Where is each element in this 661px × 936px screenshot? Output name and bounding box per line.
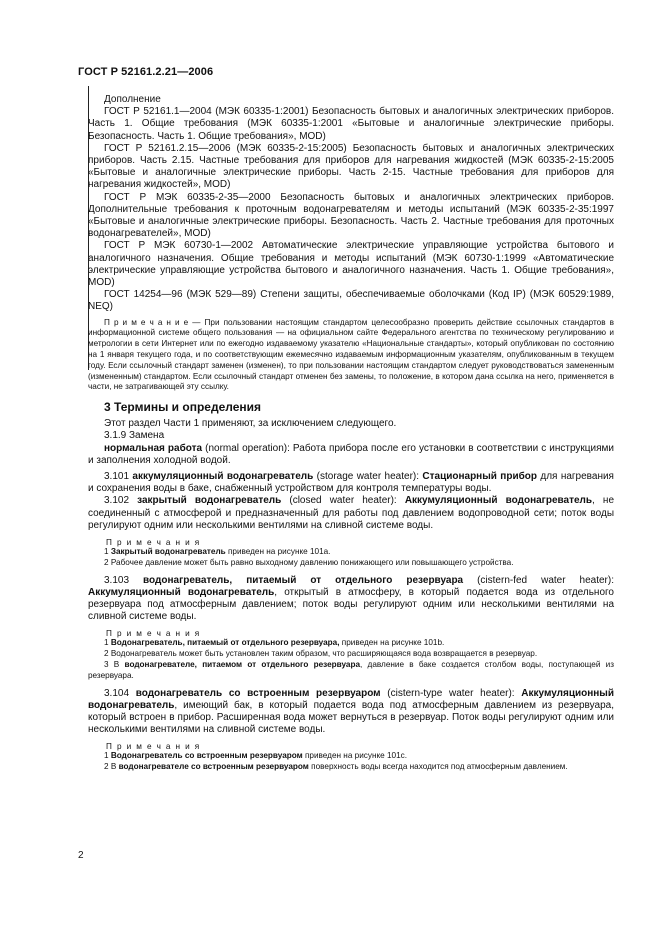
section-3-heading: 3 Термины и определения bbox=[104, 400, 262, 415]
note-3-104-1: 1 Водонагреватель со встроенным резервуаром приведен на рисунке 101с. bbox=[104, 751, 408, 761]
addendum-ref-5: ГОСТ 14254—96 (МЭК 529—89) Степени защиты, обеспечиваемые оболочками (Код IP) (МЭК 60529:1989, NEQ) bbox=[88, 289, 614, 313]
section-3-intro: Этот раздел Части 1 применяют, за исключением следующего. bbox=[104, 418, 397, 430]
term-3-102: 3.102 закрытый водонагреватель (closed water heater): Аккумуляционный водонагреватель, не соединенный с атмосферой и предназначенный для работы под давлением водопроводной сети; поток воды регулируют одним или несколькими вентилями на сливной системе воды. bbox=[88, 495, 615, 531]
note-3-104-2: 2 В водонагревателе со встроенным резервуаром поверхность воды всегда находится под атмосферным давлением. bbox=[104, 762, 568, 772]
notes-3-103-label: П р и м е ч а н и я bbox=[106, 629, 201, 639]
note-3-103-2: 2 Водонагреватель может быть установлен таким образом, что расширяющаяся вода возвращается в резервуар. bbox=[104, 649, 538, 659]
item-3-1-9: 3.1.9 Замена bbox=[104, 430, 165, 442]
note-3-103-3: 3 В водонагревателе, питаемом от отдельного резервуара, давление в баке создается столбом воды, поступающей из резервуара. bbox=[88, 660, 614, 680]
term-3-104: 3.104 водонагреватель со встроенным резервуаром (cistern-type water heater): Аккумуляционный водонагреватель, имеющий бак, в который подается вода под атмосферным давлением из резервуара, который встроен в прибор. Расширенная вода может вернуться в резервуар. Поток воды регулируют одним или несколькими вентилями на сливной системе воды. bbox=[88, 687, 614, 736]
page-number: 2 bbox=[78, 850, 84, 861]
addendum-ref-3: ГОСТ Р МЭК 60335-2-35—2000 Безопасность бытовых и аналогичных электрических приборов. Дополнительные требования к проточным водонагревателям и методы испытаний (МЭК 60335-2-35:1997 «Бытовые и аналогичные электрические приборы. Безопасность. Часть 2. Частные требования для проточных водонагревателей», MOD) bbox=[88, 191, 614, 240]
term-3-101: 3.101 аккумуляционный водонагреватель (storage water heater): Стационарный прибор для нагревания и сохранения воды в баке, снабженный устройством для контроля температуры воды. bbox=[88, 471, 614, 495]
addendum-ref-1: ГОСТ Р 52161.1—2004 (МЭК 60335-1:2001) Безопасность бытовых и аналогичных электрических приборов. Часть 1. Общие требования (МЭК 60335-1:2001 «Бытовые и аналогичные электрические приборы. Безопасность. Часть 1. Общие требования», MOD) bbox=[88, 106, 614, 142]
notes-3-104-label: П р и м е ч а н и я bbox=[106, 742, 201, 752]
term-3-103: 3.103 водонагреватель, питаемый от отдельного резервуара (cistern-fed water heater): Аккумуляционный водонагреватель, открытый в атмосферу, в который подается вода из отдельного резервуара под атмосферным давлением; поток воды регулируют одним или несколькими вентилями на сливной системе воды. bbox=[88, 574, 614, 623]
page-content bbox=[88, 94, 614, 773]
note-3-102-2: 2 Рабочее давление может быть равно выходному давлению понижающего или повышающего устройства. bbox=[104, 557, 514, 567]
addendum-title: Дополнение bbox=[104, 94, 161, 105]
addendum-ref-2: ГОСТ Р 52161.2.15—2006 (МЭК 60335-2-15:2005) Безопасность бытовых и аналогичных электрических приборов. Часть 2.15. Частные требования для приборов для нагревания жидкостей (МЭК 60335-2-15:2005 «Бытовые и аналогичные электрические приборы. Часть 2-15. Частные требования для приборов для нагревания жидкостей», MOD) bbox=[88, 142, 614, 191]
notes-3-102-label: П р и м е ч а н и я bbox=[106, 538, 201, 548]
note-3-102-1: 1 Закрытый водонагреватель приведен на рисунке 101а. bbox=[104, 547, 331, 557]
term-normal-operation: нормальная работа (normal operation): Работа прибора после его установки в соответствии с инструкциями и заполнения холодной водой. bbox=[88, 442, 614, 466]
document-header: ГОСТ Р 52161.2.21—2006 bbox=[78, 66, 214, 78]
addendum-note-label: П р и м е ч а н и е bbox=[104, 317, 189, 327]
addendum-note bbox=[88, 318, 614, 394]
note-3-103-1: 1 Водонагреватель, питаемый от отдельного резервуара, приведен на рисунке 101b. bbox=[104, 638, 445, 648]
addendum-note-text: — При пользовании настоящим стандартом целесообразно проверить действие ссылочных стандартов в информационной системе общего пользования — на официальном сайте Федерального агентства по техническому регулированию и метрологии в сети Интернет или по ежегодно издаваемому указателю «Национальные стандарты», который опубликован по состоянию на 1 января текущего года, и по соответствующим ежемесячно издаваемым информационным указателям, опубликованным в текущем году. Если ссылочный стандарт заменен (изменен), то при пользовании настоящим стандартом следует руководствоваться замененным (измененным) стандартом. Если ссылочный стандарт отменен без замены, то положение, в котором дана ссылка на него, применяется в части, не затрагивающей эту ссылку. bbox=[88, 317, 614, 392]
addendum-ref-4: ГОСТ Р МЭК 60730-1—2002 Автоматические электрические управляющие устройства бытового и аналогичного назначения. Общие требования и методы испытаний (МЭК 60730-1:1999 «Автоматические электрические управляющие устройства бытового и аналогичного назначения. Часть 1. Общие требования», MOD) bbox=[88, 240, 614, 289]
